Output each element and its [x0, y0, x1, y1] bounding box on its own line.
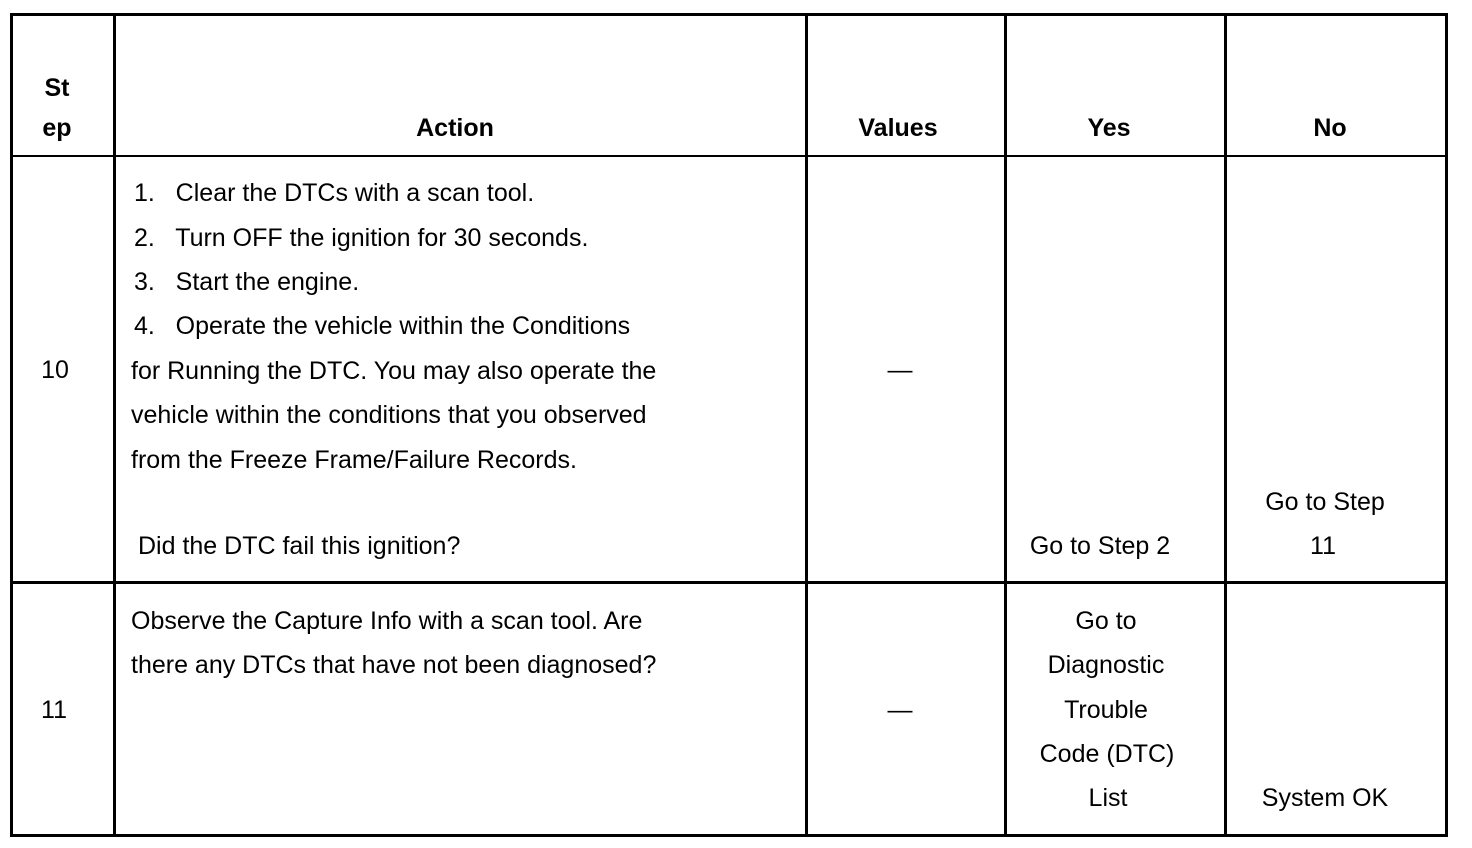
row-divider: [10, 581, 1448, 584]
row-11-values: —: [887, 696, 913, 724]
header-yes: Yes: [1087, 114, 1131, 142]
row-10-no-line2: 11: [1310, 532, 1336, 560]
row-10-action-item-2: 2. Turn OFF the ignition for 30 seconds.: [134, 224, 589, 252]
col-divider-action: [805, 13, 808, 837]
row-11-yes-line-3: Trouble: [1064, 696, 1148, 724]
row-10-action-item-3: 3. Start the engine.: [134, 268, 360, 296]
row-11-action-line-1: Observe the Capture Info with a scan tool. Are: [131, 607, 643, 635]
table-border-right: [1445, 13, 1448, 837]
row-11-step: 11: [41, 696, 67, 724]
row-10-yes: Go to Step 2: [1029, 532, 1171, 560]
table-border-top: [10, 13, 1448, 16]
header-values: Values: [858, 114, 938, 142]
row-10-action-item-4: 4. Operate the vehicle within the Conditions: [134, 312, 631, 340]
row-10-question: Did the DTC fail this ignition?: [138, 532, 461, 560]
col-divider-values: [1004, 13, 1007, 837]
row-10-action-cont-1: for Running the DTC. You may also operate the: [131, 357, 657, 385]
row-10-no-line1: Go to Step: [1265, 488, 1385, 516]
row-11-yes-line-1: Go to: [1075, 607, 1137, 635]
header-action: Action: [416, 114, 494, 142]
header-divider: [10, 155, 1448, 157]
table-border-left: [10, 13, 13, 837]
row-11-yes-line-5: List: [1088, 784, 1128, 812]
col-divider-yes: [1224, 13, 1227, 837]
row-10-values: —: [887, 356, 913, 384]
row-10-action-item-1: 1. Clear the DTCs with a scan tool.: [134, 179, 535, 207]
row-11-yes-line-2: Diagnostic: [1047, 651, 1165, 679]
header-step-line1: St: [44, 74, 70, 102]
row-10-action-cont-2: vehicle within the conditions that you observed: [131, 401, 647, 429]
col-divider-step: [113, 13, 116, 837]
table-border-bottom: [10, 834, 1448, 837]
row-11-no: System OK: [1261, 784, 1389, 812]
row-11-action-line-2: there any DTCs that have not been diagnosed?: [131, 651, 657, 679]
row-11-yes-line-4: Code (DTC): [1039, 740, 1175, 768]
header-no: No: [1313, 114, 1347, 142]
row-10-action-cont-3: from the Freeze Frame/Failure Records.: [131, 446, 577, 474]
row-10-step: 10: [41, 356, 69, 384]
header-step-line2: ep: [42, 114, 72, 142]
